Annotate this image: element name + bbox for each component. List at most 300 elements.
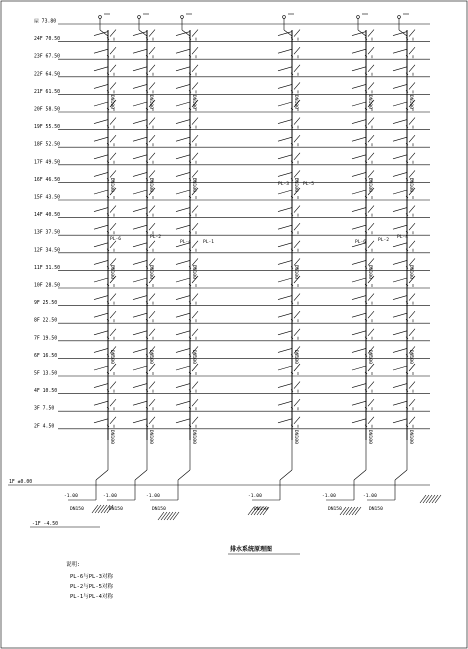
branch-pipe: [393, 102, 407, 106]
branch-slash: [192, 118, 198, 125]
ground-hatch: [435, 495, 441, 503]
branch-slash: [192, 399, 198, 406]
branch-pipe: [133, 84, 147, 88]
branch-pipe: [133, 49, 147, 53]
floor-label-5: 20F 58.50: [34, 107, 60, 113]
floor-label-15: 10F 28.50: [34, 283, 60, 289]
branch-pipe: [352, 331, 366, 335]
branch-slash: [368, 223, 374, 230]
branch-pipe: [94, 243, 108, 247]
branch-slash: [294, 82, 300, 89]
branch-pipe: [393, 348, 407, 352]
branch-slash: [368, 294, 374, 301]
branch-pipe: [176, 401, 190, 405]
pipe-size-label: DN100: [191, 178, 196, 192]
branch-pipe: [133, 348, 147, 352]
branch-slash: [409, 294, 415, 301]
branch-pipe: [393, 366, 407, 370]
branch-pipe: [278, 67, 292, 71]
branch-slash: [192, 311, 198, 318]
branch-slash: [149, 417, 155, 424]
pipe-size-label: DN100: [408, 178, 413, 192]
branch-pipe: [176, 225, 190, 229]
branch-pipe: [352, 208, 366, 212]
branch-pipe: [393, 120, 407, 124]
pipe-size-label: DN100: [109, 95, 114, 109]
branch-pipe: [393, 331, 407, 335]
floor-label-22: 3F 7.50: [34, 406, 55, 412]
branch-pipe: [393, 260, 407, 264]
branch-pipe: [393, 172, 407, 176]
pipe-size-label: DN100: [191, 265, 196, 279]
branch-pipe: [352, 32, 366, 36]
branch-pipe: [278, 172, 292, 176]
ground-hatch: [170, 512, 176, 520]
branch-pipe: [133, 102, 147, 106]
branch-pipe: [176, 155, 190, 159]
branch-slash: [192, 294, 198, 301]
branch-slash: [110, 170, 116, 177]
branch-slash: [409, 135, 415, 142]
drawing-title: 排水系统原理图: [230, 546, 273, 553]
branch-slash: [294, 135, 300, 142]
branch-pipe: [94, 348, 108, 352]
branch-pipe: [352, 137, 366, 141]
branch-pipe: [94, 32, 108, 36]
branch-slash: [368, 311, 374, 318]
branch-slash: [149, 382, 155, 389]
base-size-label: DN150: [109, 507, 123, 512]
branch-pipe: [278, 32, 292, 36]
pipe-size-label: DN100: [191, 430, 196, 444]
ground-hatch: [158, 512, 164, 520]
base-size-label: DN150: [328, 507, 342, 512]
branch-pipe: [176, 384, 190, 388]
branch-slash: [149, 135, 155, 142]
branch-pipe: [133, 313, 147, 317]
floor-label-21: 4F 10.50: [34, 389, 58, 395]
branch-pipe: [133, 225, 147, 229]
branch-pipe: [352, 190, 366, 194]
base-elbow: [395, 470, 407, 480]
pipe-size-label: DN100: [367, 350, 372, 364]
branch-slash: [294, 382, 300, 389]
branch-pipe: [352, 419, 366, 423]
branch-slash: [110, 47, 116, 54]
base-elev-label: -1.00: [322, 494, 336, 499]
pipe-size-label: DN100: [148, 95, 153, 109]
branch-pipe: [133, 296, 147, 300]
branch-pipe: [176, 190, 190, 194]
branch-slash: [149, 223, 155, 230]
ground-hatch: [420, 495, 426, 503]
vent-cap-icon: [181, 16, 184, 19]
branch-pipe: [94, 225, 108, 229]
ground-hatch: [349, 507, 355, 515]
branch-pipe: [176, 137, 190, 141]
floor-label-12: 13F 37.50: [34, 230, 60, 236]
ground-hatch: [101, 505, 107, 513]
pipe-size-label: DN100: [148, 265, 153, 279]
branch-slash: [368, 82, 374, 89]
branch-slash: [368, 30, 374, 37]
branch-pipe: [352, 313, 366, 317]
vent-cap-icon: [99, 16, 102, 19]
ground-hatch: [98, 505, 104, 513]
branch-slash: [368, 170, 374, 177]
branch-slash: [110, 294, 116, 301]
branch-slash: [110, 382, 116, 389]
branch-pipe: [278, 278, 292, 282]
branch-pipe: [94, 120, 108, 124]
ground-hatch: [343, 507, 349, 515]
branch-slash: [294, 399, 300, 406]
branch-slash: [409, 82, 415, 89]
branch-pipe: [278, 401, 292, 405]
floor-label-1: 24F 70.50: [34, 37, 60, 43]
branch-pipe: [278, 384, 292, 388]
branch-slash: [409, 223, 415, 230]
floor-label-4: 21F 61.50: [34, 89, 60, 95]
branch-pipe: [352, 225, 366, 229]
pipe-size-label: DN100: [109, 178, 114, 192]
branch-pipe: [393, 225, 407, 229]
branch-pipe: [176, 32, 190, 36]
branch-slash: [294, 65, 300, 72]
floor-label-9: 16F 46.50: [34, 177, 60, 183]
branch-pipe: [352, 49, 366, 53]
pipe-size-label: DN100: [408, 430, 413, 444]
branch-slash: [110, 206, 116, 213]
branch-pipe: [133, 366, 147, 370]
branch-pipe: [176, 260, 190, 264]
branch-slash: [149, 364, 155, 371]
branch-pipe: [94, 296, 108, 300]
branch-slash: [110, 153, 116, 160]
branch-pipe: [176, 172, 190, 176]
branch-slash: [110, 399, 116, 406]
branch-slash: [110, 118, 116, 125]
branch-pipe: [352, 120, 366, 124]
branch-slash: [149, 30, 155, 37]
pipe-size-label: DN100: [109, 350, 114, 364]
pipe-size-label: DN100: [191, 350, 196, 364]
branch-pipe: [352, 384, 366, 388]
branch-pipe: [94, 155, 108, 159]
floor-label-23: 2F 4.50: [34, 424, 55, 430]
branch-pipe: [133, 190, 147, 194]
pipe-tag-label: PL-6: [110, 237, 122, 242]
pipe-tag-label: PL-4: [180, 240, 192, 245]
branch-slash: [192, 30, 198, 37]
base-elev-label: -1.00: [146, 494, 160, 499]
branch-slash: [409, 364, 415, 371]
branch-pipe: [94, 313, 108, 317]
branch-slash: [294, 311, 300, 318]
branch-pipe: [278, 313, 292, 317]
branch-slash: [409, 399, 415, 406]
floor-label-10: 15F 43.50: [34, 195, 60, 201]
branch-pipe: [352, 348, 366, 352]
branch-slash: [192, 170, 198, 177]
branch-pipe: [94, 84, 108, 88]
branch-pipe: [393, 419, 407, 423]
base-elbow: [178, 470, 190, 480]
branch-pipe: [352, 155, 366, 159]
floor-label-8: 17F 49.50: [34, 160, 60, 166]
branch-pipe: [94, 331, 108, 335]
pipe-size-label: DN100: [109, 265, 114, 279]
pipe-size-label: DN100: [367, 178, 372, 192]
pipe-size-label: DN100: [148, 350, 153, 364]
floor-label-13: 12F 34.50: [34, 248, 60, 254]
branch-pipe: [133, 331, 147, 335]
base-elev-label: -1.00: [248, 494, 262, 499]
branch-pipe: [393, 401, 407, 405]
branch-slash: [409, 47, 415, 54]
branch-pipe: [278, 331, 292, 335]
branch-slash: [409, 170, 415, 177]
base-elbow: [135, 470, 147, 480]
branch-pipe: [278, 348, 292, 352]
branch-pipe: [393, 49, 407, 53]
branch-pipe: [393, 67, 407, 71]
branch-pipe: [133, 208, 147, 212]
branch-slash: [149, 118, 155, 125]
base-elbow: [96, 470, 108, 480]
branch-pipe: [393, 313, 407, 317]
ground-hatch: [164, 512, 170, 520]
branch-pipe: [393, 384, 407, 388]
branch-pipe: [94, 419, 108, 423]
branch-slash: [368, 399, 374, 406]
branch-pipe: [94, 208, 108, 212]
floor-label-11: 14F 40.50: [34, 213, 60, 219]
pipe-size-label: DN100: [293, 265, 298, 279]
floor-label-0: 屋 73.80: [34, 19, 57, 25]
branch-slash: [368, 206, 374, 213]
ground-hatch: [161, 512, 167, 520]
branch-pipe: [278, 137, 292, 141]
branch-pipe: [133, 120, 147, 124]
branch-slash: [294, 170, 300, 177]
branch-slash: [149, 399, 155, 406]
branch-slash: [409, 329, 415, 336]
branch-pipe: [393, 190, 407, 194]
branch-pipe: [278, 225, 292, 229]
branch-slash: [192, 206, 198, 213]
ground-hatch: [167, 512, 173, 520]
branch-pipe: [94, 366, 108, 370]
pipe-size-label: DN100: [191, 95, 196, 109]
branch-pipe: [133, 155, 147, 159]
basement-label: -1F -4.50: [32, 522, 58, 527]
pipe-tag-label: PL-5: [303, 182, 315, 187]
branch-slash: [409, 417, 415, 424]
branch-pipe: [133, 32, 147, 36]
branch-slash: [294, 206, 300, 213]
note-line-0: PL-6与PL-3对称: [70, 574, 113, 580]
branch-pipe: [176, 366, 190, 370]
branch-pipe: [278, 120, 292, 124]
ground-hatch: [432, 495, 438, 503]
branch-slash: [110, 82, 116, 89]
branch-pipe: [393, 208, 407, 212]
pipe-tag-label: PL-2: [378, 238, 390, 243]
vent-cap-icon: [398, 16, 401, 19]
branch-slash: [368, 135, 374, 142]
branch-pipe: [176, 120, 190, 124]
floor-label-19: 6F 16.50: [34, 353, 58, 359]
branch-slash: [368, 241, 374, 248]
branch-slash: [368, 153, 374, 160]
branch-slash: [149, 153, 155, 160]
branch-pipe: [352, 172, 366, 176]
branch-slash: [149, 65, 155, 72]
branch-slash: [110, 329, 116, 336]
branch-slash: [110, 30, 116, 37]
floor-label-14: 11F 31.50: [34, 265, 60, 271]
branch-pipe: [393, 32, 407, 36]
note-line-2: PL-1与PL-4对称: [70, 594, 113, 600]
branch-pipe: [352, 278, 366, 282]
branch-pipe: [176, 313, 190, 317]
branch-pipe: [278, 296, 292, 300]
branch-slash: [192, 241, 198, 248]
branch-slash: [110, 417, 116, 424]
branch-pipe: [278, 102, 292, 106]
branch-slash: [110, 135, 116, 142]
pipe-size-label: DN100: [408, 350, 413, 364]
pipe-size-label: DN100: [367, 95, 372, 109]
branch-pipe: [278, 366, 292, 370]
branch-pipe: [94, 401, 108, 405]
branch-slash: [294, 118, 300, 125]
floor-label-17: 8F 22.50: [34, 318, 58, 324]
branch-pipe: [278, 419, 292, 423]
pipe-size-label: DN100: [148, 178, 153, 192]
branch-pipe: [133, 172, 147, 176]
branch-slash: [149, 294, 155, 301]
branch-slash: [192, 417, 198, 424]
branch-slash: [294, 153, 300, 160]
branch-pipe: [133, 419, 147, 423]
base-elev-label: -1.00: [64, 494, 78, 499]
branch-pipe: [133, 243, 147, 247]
branch-pipe: [393, 278, 407, 282]
branch-slash: [409, 118, 415, 125]
pipe-size-label: DN100: [367, 430, 372, 444]
branch-pipe: [94, 137, 108, 141]
vent-cap-icon: [283, 16, 286, 19]
floor-label-2: 23F 67.50: [34, 54, 60, 60]
branch-slash: [368, 329, 374, 336]
branch-pipe: [176, 208, 190, 212]
branch-slash: [409, 241, 415, 248]
branch-slash: [192, 153, 198, 160]
branch-pipe: [176, 278, 190, 282]
floor-label-18: 7F 19.50: [34, 336, 58, 342]
branch-pipe: [133, 278, 147, 282]
branch-pipe: [393, 155, 407, 159]
branch-pipe: [94, 260, 108, 264]
vent-cap-icon: [357, 16, 360, 19]
branch-slash: [294, 364, 300, 371]
ground-hatch: [429, 495, 435, 503]
branch-pipe: [352, 296, 366, 300]
branch-slash: [294, 47, 300, 54]
pipe-tag-label: PL-3: [278, 182, 290, 187]
base-elbow: [354, 470, 366, 480]
branch-slash: [368, 65, 374, 72]
branch-slash: [368, 47, 374, 54]
branch-pipe: [176, 331, 190, 335]
pipe-size-label: DN100: [293, 178, 298, 192]
branch-pipe: [278, 243, 292, 247]
branch-slash: [294, 241, 300, 248]
branch-pipe: [176, 348, 190, 352]
branch-slash: [192, 65, 198, 72]
branch-pipe: [94, 49, 108, 53]
branch-slash: [294, 294, 300, 301]
branch-pipe: [278, 260, 292, 264]
branch-slash: [294, 329, 300, 336]
base-size-label: DN150: [254, 507, 268, 512]
pipe-size-label: DN100: [109, 430, 114, 444]
floor-label-16: 9F 25.50: [34, 301, 58, 307]
pipe-tag-label: PL-6: [355, 240, 367, 245]
branch-slash: [368, 417, 374, 424]
branch-slash: [149, 311, 155, 318]
branch-pipe: [278, 49, 292, 53]
branch-pipe: [352, 67, 366, 71]
branch-pipe: [352, 84, 366, 88]
ground-hatch: [95, 505, 101, 513]
branch-pipe: [94, 190, 108, 194]
pipe-tag-label: PL-2: [150, 235, 162, 240]
pipe-size-label: DN100: [367, 265, 372, 279]
floor-label-6: 19F 55.50: [34, 125, 60, 131]
branch-slash: [409, 30, 415, 37]
branch-slash: [149, 206, 155, 213]
base-size-label: DN150: [369, 507, 383, 512]
pipe-size-label: DN100: [293, 95, 298, 109]
pipe-size-label: DN100: [148, 430, 153, 444]
branch-pipe: [352, 260, 366, 264]
branch-pipe: [133, 401, 147, 405]
branch-slash: [110, 223, 116, 230]
branch-slash: [110, 311, 116, 318]
branch-pipe: [278, 155, 292, 159]
branch-slash: [110, 364, 116, 371]
branch-slash: [192, 47, 198, 54]
branch-slash: [149, 47, 155, 54]
branch-pipe: [133, 384, 147, 388]
branch-pipe: [133, 137, 147, 141]
branch-slash: [409, 311, 415, 318]
branch-slash: [149, 82, 155, 89]
branch-pipe: [393, 243, 407, 247]
note-line-1: PL-2与PL-5对称: [70, 584, 113, 590]
branch-pipe: [94, 172, 108, 176]
branch-pipe: [176, 49, 190, 53]
branch-pipe: [393, 137, 407, 141]
floor-label-3: 22F 64.50: [34, 72, 60, 78]
branch-slash: [192, 382, 198, 389]
branch-slash: [192, 82, 198, 89]
branch-pipe: [278, 190, 292, 194]
branch-pipe: [176, 67, 190, 71]
